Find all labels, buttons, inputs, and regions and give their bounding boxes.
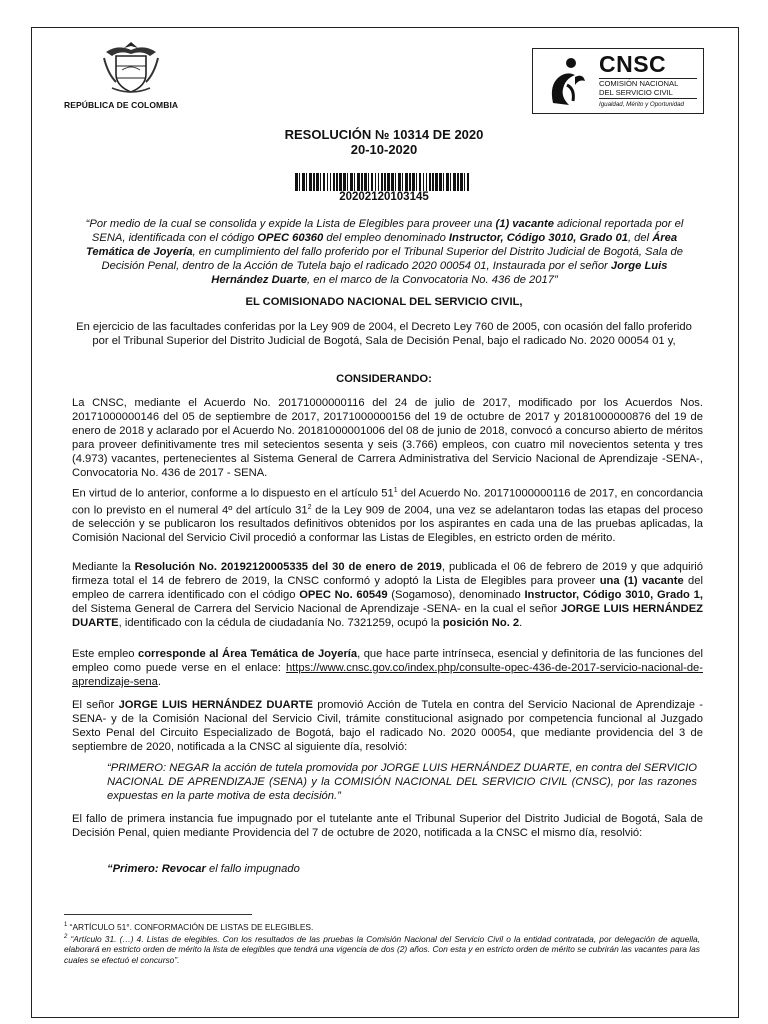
resolution-subject: “Por medio de la cual se consolida y expide la Lista de Elegibles para proveer una (1) vacante adicional reportada por el SENA, identificada con el código OPEC 60360 del empleo denominado Instructor, Código 3010, Grado 01, del Área Temática de Joyería, en cumplimiento del fallo proferido por el Tribunal Superior del Distrito Judicial de Bogotá, Sala de Decisión Penal, dentro de la Acción de Tutela bajo el radicado 2020 00054 01, Instaurada por el señor Jorge Luis Hernández Duarte, en el marco de la Convocatoria No. 436 de 2017” [85, 218, 684, 286]
commission-heading: EL COMISIONADO NACIONAL DEL SERVICIO CIVIL, [245, 296, 523, 308]
paragraph-5: El señor JORGE LUIS HERNÁNDEZ DUARTE promovió Acción de Tutela en contra del Servicio Nacional de Aprendizaje -SENA- y de la Comisión Nacional del Servicio Civil, trámite constitucional asignado por competencia funcional al Juzgado Sexto Penal del Circuito Especializado de Bogotá, bajo el radicado No. 2020 00054, que mediante providencia del 3 de septiembre de 2020, notificada a la CNSC al siguiente día, resolvió: [72, 699, 703, 753]
cnsc-name-line1: COMISIÓN NACIONAL [599, 79, 679, 88]
barcode [293, 173, 473, 191]
resolution-date: 20-10-2020 [350, 142, 418, 157]
barcode-number: 20202120103145 [339, 191, 429, 203]
republic-label: REPÚBLICA DE COLOMBIA [64, 100, 179, 110]
opec-link[interactable]: https://www.cnsc.gov.co/index.php/consulte-opec-436-de-2017-servicio-nacional-de-aprendizaje-sena [72, 662, 703, 688]
quote-2: “Primero: Revocar el fallo impugnado [107, 863, 300, 875]
footnote-rule [64, 914, 252, 915]
paragraph-4: Este empleo corresponde al Área Temática de Joyería, que hace parte intrínseca, esencial y definitoria de las funciones del empleo como puede verse en el enlace: https://www.cnsc.gov.co/index.php/consulte-opec-436-de-2017-servicio-nacional-de-aprendizaje-sena. [72, 648, 703, 688]
cnsc-name-line2: DEL SERVICIO CIVIL [599, 88, 673, 97]
cnsc-tagline: Igualdad, Mérito y Oportunidad [599, 101, 684, 108]
resolution-title: RESOLUCIÓN № 10314 DE 2020 [284, 127, 484, 142]
paragraph-6: El fallo de primera instancia fue impugnado por el tutelante ante el Tribunal Superior del Distrito Judicial de Bogotá, Sala de Decisión Penal, quien mediante Providencia del 7 de octubre de 2020, notificada a la CNSC el mismo día, resolvió: [72, 813, 703, 839]
footnote-1: $^1$ “ARTÍCULO 51°. CONFORMACIÓN DE LISTAS DE ELEGIBLES. [64, 921, 314, 932]
cnsc-acronym: CNSC [599, 51, 667, 77]
cnsc-logo [532, 48, 704, 114]
faculties-text: En ejercicio de las facultades conferidas por la Ley 909 de 2004, el Decreto Ley 760 de 2005, con ocasión del fallo proferido por el Tribunal Superior del Distrito Judicial de Bogotá, Sala de Decisión Penal, bajo el radicado No. 2020 00054 01 y, [76, 321, 692, 347]
cnsc-figure-icon [545, 55, 589, 109]
paragraph-2: En virtud de lo anterior, conforme a lo dispuesto en el artículo $51^1$ del Acuerdo No. 20171000000116 de 2017, en concordancia con lo previsto en el numeral 4º del artículo $31^2$ de la Ley 909 de 2004, una vez se adelantaron todas las etapas del proceso de selección y se publicaron los resultados definitivos obtenidos por los aspirantes en cada una de las pruebas aplicadas, la Comisión Nacional del Servicio Civil procedió a conformar las Listas de Elegibles, en estricto orden de mérito. [72, 487, 703, 545]
paragraph-3: Mediante la Resolución No. 20192120005335 del 30 de enero de 2019, publicada el 06 de febrero de 2019 y que adquirió firmeza total el 14 de febrero de 2019, la CNSC conformó y adoptó la Lista de Elegibles para proveer una (1) vacante del empleo de carrera identificado con el código OPEC No. 60549 (Sogamoso), denominado Instructor, Código 3010, Grado 1, del Sistema General de Carrera del Servicio Nacional de Aprendizaje -SENA- en la cual el señor JORGE LUIS HERNÁNDEZ DUARTE, identificado con la cédula de ciudadanía No. 7321259, ocupó la posición No. 2. [72, 561, 704, 629]
footnote-2: $^2$ “Artículo 31. (…) 4. Listas de elegibles. Con los resultados de las pruebas la Comisión Nacional del Servicio Civil o la entidad contratada, por delegación de aquella, elaborará en estricto orden de mérito la lista de elegibles que tendrá una vigencia de dos (2) años. Con esta y en estricto orden de mérito se cubrirán las vacantes para las cuales se efectuó el concurso”. [64, 933, 700, 965]
coat-of-arms-icon [98, 38, 164, 98]
quote-1: “PRIMERO: NEGAR la acción de tutela promovida por JORGE LUIS HERNÁNDEZ DUARTE, en contra del SERVICIO NACIONAL DE APRENDIZAJE (SENA) y la COMISIÓN NACIONAL DEL SERVICIO CIVIL (CNSC), por las razones expuestas en la parte motiva de esta decisión.” [107, 762, 697, 802]
considerando-heading: CONSIDERANDO: [336, 373, 432, 385]
paragraph-1: La CNSC, mediante el Acuerdo No. 20171000000116 del 24 de julio de 2017, modificado por los Acuerdos Nos. 20171000000146 del 05 de septiembre de 2017, 20171000000156 del 19 de octubre de 2017 y 20181000000876 del 19 de enero de 2018 y aclarado por el Acuerdo No. 20181000001006 del 08 de junio de 2018, convocó a concurso abierto de méritos para proveer definitivamente tres mil setecientos sesenta y seis (3.766) empleos, con cuatro mil novecientos setenta y tres (4.973) vacantes, pertenecientes al Sistema General de Carrera Administrativa del Servicio Nacional de Aprendizaje -SENA-, Convocatoria No. 436 de 2017 - SENA. [72, 397, 703, 479]
